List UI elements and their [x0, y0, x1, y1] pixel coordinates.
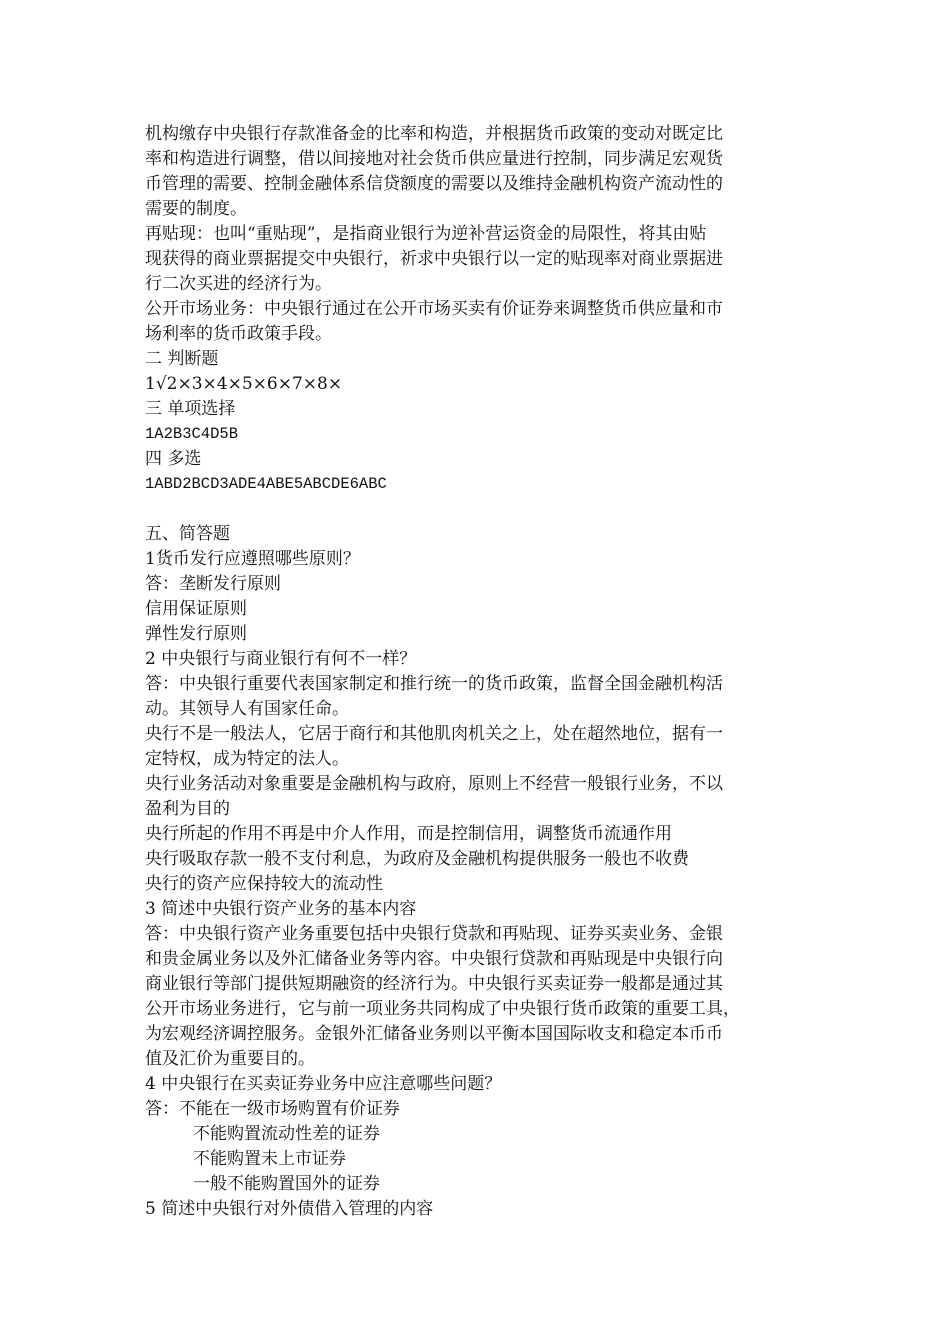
text-line: 公开市场业务进行，它与前一项业务共同构成了中央银行货币政策的重要工具， [145, 999, 740, 1019]
text-line: 一般不能购置国外的证券 [193, 1174, 380, 1194]
text-line: 盈利为目的 [145, 799, 230, 819]
text-line: 央行的资产应保持较大的流动性 [145, 874, 383, 894]
question-line: 4 中央银行在买卖证券业务中应注意哪些问题？ [145, 1074, 502, 1094]
section-heading: 二 判断题 [145, 349, 219, 369]
answer-line: 1ABD2BCD3ADE4ABE5ABCDE6ABC [145, 475, 387, 493]
text-line: 机构缴存中央银行存款准备金的比率和构造，并根据货币政策的变动对既定比 [145, 124, 723, 144]
answer-line: 1√2×3×4×5×6×7×8× [145, 374, 343, 394]
text-line: 商业银行等部门提供短期融资的经济行为。中央银行买卖证券一般都是通过其 [145, 974, 723, 994]
text-line: 行二次买进的经济行为。 [145, 274, 332, 294]
text-line: 币管理的需要、控制金融体系信贷额度的需要以及维持金融机构资产流动性的 [145, 174, 723, 194]
document-body [145, 122, 815, 1222]
question-line: 5 简述中央银行对外债借入管理的内容 [145, 1199, 434, 1219]
text-line: 再贴现：也叫“重贴现”，是指商业银行为逆补营运资金的局限性，将其由贴 [145, 224, 707, 244]
question-line: 2 中央银行与商业银行有何不一样？ [145, 649, 417, 669]
text-line: 动。其领导人有国家任命。 [145, 699, 349, 719]
text-line: 央行吸取存款一般不支付利息，为政府及金融机构提供服务一般也不收费 [145, 849, 689, 869]
text-line: 场利率的货币政策手段。 [145, 324, 332, 344]
text-line: 现获得的商业票据提交中央银行，祈求中央银行以一定的贴现率对商业票据进 [145, 249, 723, 269]
text-line: 央行业务活动对象重要是金融机构与政府，原则上不经营一般银行业务，不以 [145, 774, 723, 794]
text-line: 答：不能在一级市场购置有价证券 [145, 1099, 400, 1119]
text-line: 公开市场业务：中央银行通过在公开市场买卖有价证券来调整货币供应量和市 [145, 299, 723, 319]
answer-line: 1A2B3C4D5B [145, 425, 239, 443]
question-line: 3 简述中央银行资产业务的基本内容 [145, 899, 417, 919]
text-line: 不能购置未上市证券 [193, 1149, 346, 1169]
section-heading: 四 多选 [145, 449, 202, 469]
text-line: 央行不是一般法人，它居于商行和其他肌肉机关之上，处在超然地位，据有一 [145, 724, 723, 744]
section-heading: 三 单项选择 [145, 399, 236, 419]
text-line: 答：垄断发行原则 [145, 574, 281, 594]
text-line: 弹性发行原则 [145, 624, 247, 644]
text-line: 信用保证原则 [145, 599, 247, 619]
blank-line [145, 497, 815, 522]
section-heading: 五、简答题 [145, 524, 230, 544]
text-line: 答：中央银行资产业务重要包括中央银行贷款和再贴现、证券买卖业务、金银 [145, 924, 723, 944]
text-line: 需要的制度。 [145, 199, 247, 219]
text-line: 值及汇价为重要目的。 [145, 1049, 315, 1069]
text-line: 定特权，成为特定的法人。 [145, 749, 349, 769]
text-line: 央行所起的作用不再是中介人作用，而是控制信用，调整货币流通作用 [145, 824, 672, 844]
question-line: 1货币发行应遵照哪些原则？ [145, 549, 360, 569]
text-line: 为宏观经济调控服务。金银外汇储备业务则以平衡本国国际收支和稳定本币币 [145, 1024, 723, 1044]
text-line: 不能购置流动性差的证券 [193, 1124, 380, 1144]
text-line: 率和构造进行调整，借以间接地对社会货币供应量进行控制，同步满足宏观货 [145, 149, 723, 169]
text-line: 和贵金属业务以及外汇储备业务等内容。中央银行贷款和再贴现是中央银行向 [145, 949, 723, 969]
text-line: 答：中央银行重要代表国家制定和推行统一的货币政策，监督全国金融机构活 [145, 674, 723, 694]
